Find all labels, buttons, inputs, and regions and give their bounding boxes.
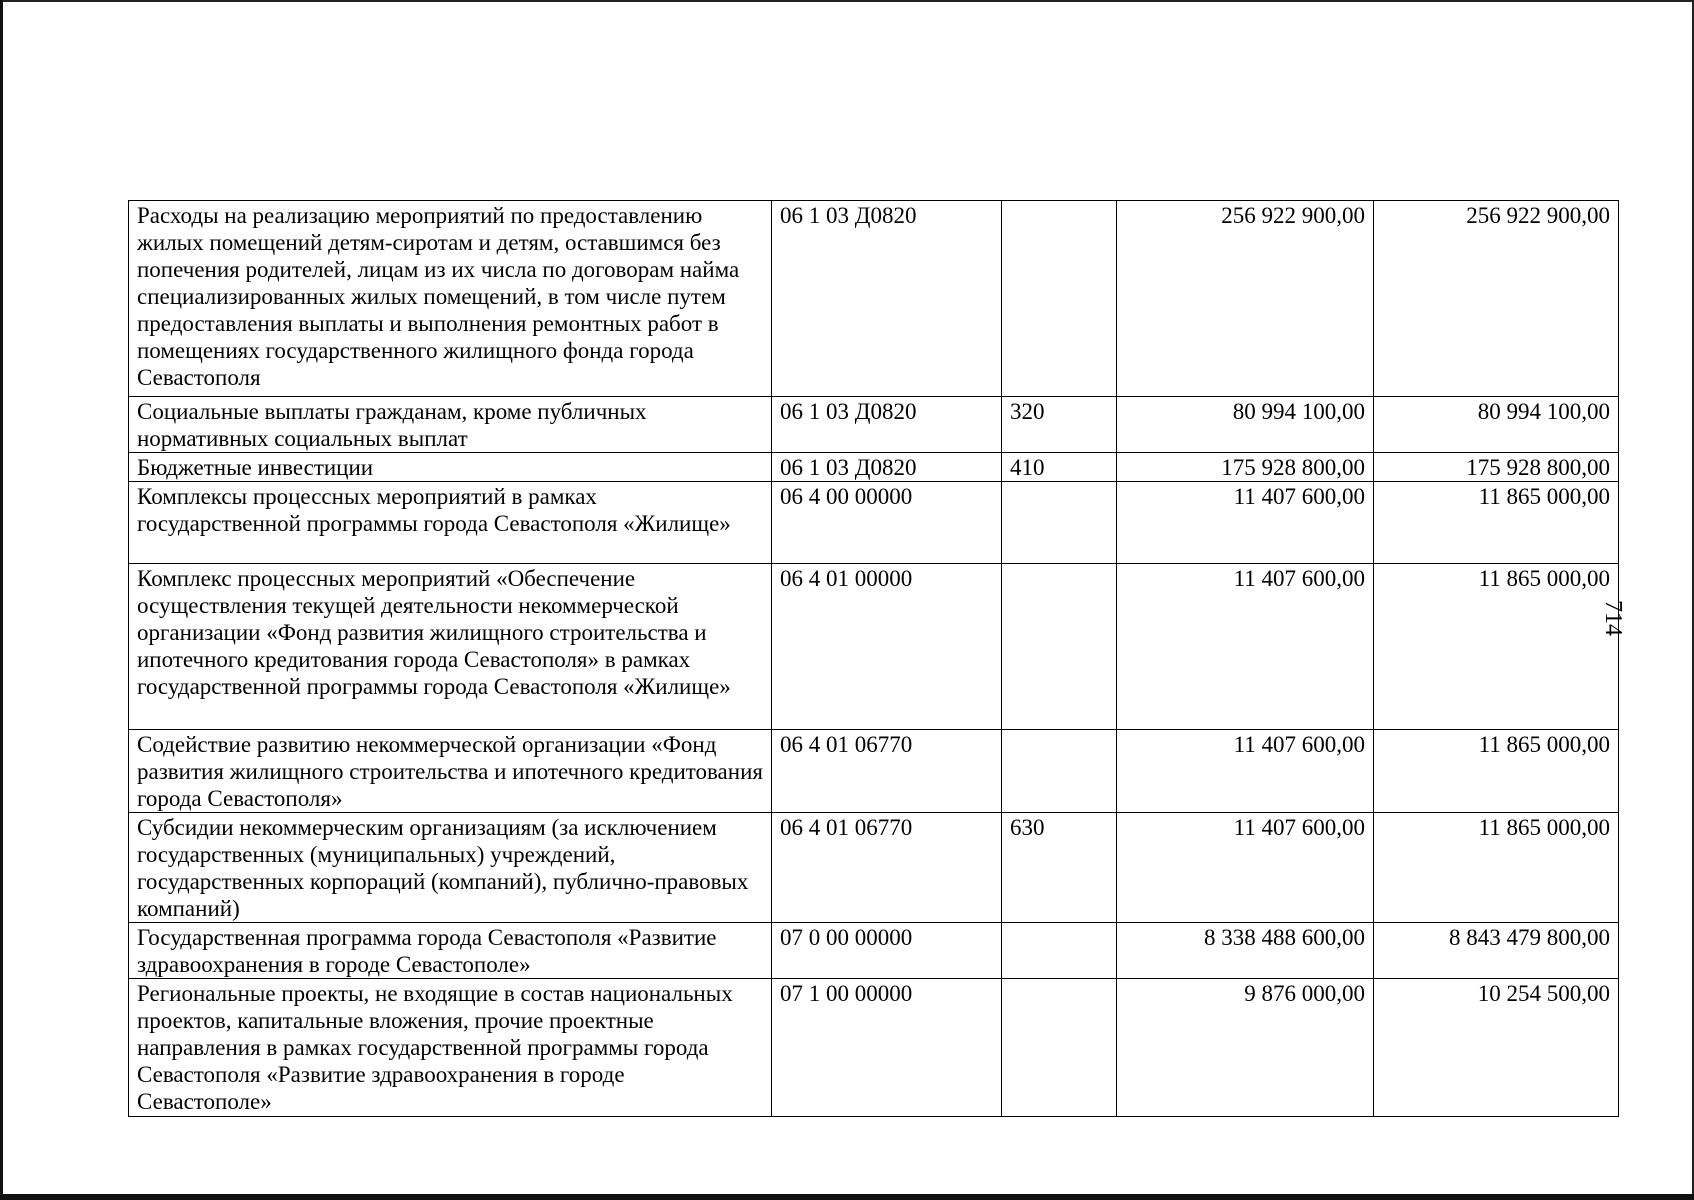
table-row <box>129 397 1619 453</box>
row-name: Бюджетные инвестиции <box>129 453 772 482</box>
table-row <box>129 813 1619 923</box>
scan-border-left <box>0 0 3 1200</box>
row-year1-amount: 11 407 600,00 <box>1117 813 1374 923</box>
table-row <box>129 201 1619 397</box>
page-number: 714 <box>1600 600 1626 636</box>
row-year2-amount: 256 922 900,00 <box>1374 201 1619 397</box>
row-code: 06 4 01 06770 <box>772 813 1002 923</box>
row-code: 06 1 03 Д0820 <box>772 397 1002 453</box>
table-row <box>129 979 1619 1117</box>
row-kind <box>1002 979 1117 1117</box>
row-year2-amount: 11 865 000,00 <box>1374 730 1619 813</box>
row-code: 06 1 03 Д0820 <box>772 201 1002 397</box>
row-code: 07 1 00 00000 <box>772 979 1002 1117</box>
row-code: 06 4 01 00000 <box>772 564 1002 730</box>
row-name: Комплексы процессных мероприятий в рамках государственной программы города Севастополя «Жилище» <box>129 482 772 564</box>
row-code: 07 0 00 00000 <box>772 923 1002 979</box>
row-kind <box>1002 730 1117 813</box>
row-year2-amount: 11 865 000,00 <box>1374 813 1619 923</box>
table-row <box>129 453 1619 482</box>
row-year2-amount: 8 843 479 800,00 <box>1374 923 1619 979</box>
row-name: Социальные выплаты гражданам, кроме публичных нормативных социальных выплат <box>129 397 772 453</box>
row-name: Региональные проекты, не входящие в состав национальных проектов, капитальные вложения, прочие проектные направления в рамках государственной программы города Севастополя «Развитие здравоохранения в городе Севастополе» <box>129 979 772 1117</box>
row-code: 06 4 00 00000 <box>772 482 1002 564</box>
row-kind: 320 <box>1002 397 1117 453</box>
budget-table <box>128 200 1619 1117</box>
row-name: Комплекс процессных мероприятий «Обеспечение осуществления текущей деятельности некоммерческой организации «Фонд развития жилищного строительства и ипотечного кредитования города Севастополя» в рамках государственной программы города Севастополя «Жилище» <box>129 564 772 730</box>
row-kind <box>1002 201 1117 397</box>
row-year1-amount: 11 407 600,00 <box>1117 482 1374 564</box>
row-kind: 410 <box>1002 453 1117 482</box>
row-kind <box>1002 482 1117 564</box>
row-name: Субсидии некоммерческим организациям (за исключением государственных (муниципальных) учреждений, государственных корпораций (компаний), публично-правовых компаний) <box>129 813 772 923</box>
row-kind: 630 <box>1002 813 1117 923</box>
row-year2-amount: 10 254 500,00 <box>1374 979 1619 1117</box>
row-year1-amount: 11 407 600,00 <box>1117 564 1374 730</box>
row-year1-amount: 175 928 800,00 <box>1117 453 1374 482</box>
scan-border-bottom <box>0 1194 1694 1200</box>
table-row <box>129 730 1619 813</box>
row-year2-amount: 80 994 100,00 <box>1374 397 1619 453</box>
row-year1-amount: 256 922 900,00 <box>1117 201 1374 397</box>
row-year2-amount: 11 865 000,00 <box>1374 564 1619 730</box>
row-kind <box>1002 923 1117 979</box>
row-year1-amount: 11 407 600,00 <box>1117 730 1374 813</box>
row-code: 06 1 03 Д0820 <box>772 453 1002 482</box>
row-year2-amount: 175 928 800,00 <box>1374 453 1619 482</box>
table-row <box>129 564 1619 730</box>
row-name: Содействие развитию некоммерческой организации «Фонд развития жилищного строительства и ипотечного кредитования города Севастополя» <box>129 730 772 813</box>
row-year1-amount: 9 876 000,00 <box>1117 979 1374 1117</box>
table-row <box>129 482 1619 564</box>
row-code: 06 4 01 06770 <box>772 730 1002 813</box>
table-row <box>129 923 1619 979</box>
row-year1-amount: 8 338 488 600,00 <box>1117 923 1374 979</box>
row-year1-amount: 80 994 100,00 <box>1117 397 1374 453</box>
row-name: Расходы на реализацию мероприятий по предоставлению жилых помещений детям-сиротам и детям, оставшимся без попечения родителей, лицам из их числа по договорам найма специализированных жилых помещений, в том числе путем предоставления выплаты и выполнения ремонтных работ в помещениях государственного жилищного фонда города Севастополя <box>129 201 772 397</box>
row-kind <box>1002 564 1117 730</box>
row-name: Государственная программа города Севастополя «Развитие здравоохранения в городе Севастополе» <box>129 923 772 979</box>
scan-border-top <box>0 0 1694 2</box>
row-year2-amount: 11 865 000,00 <box>1374 482 1619 564</box>
